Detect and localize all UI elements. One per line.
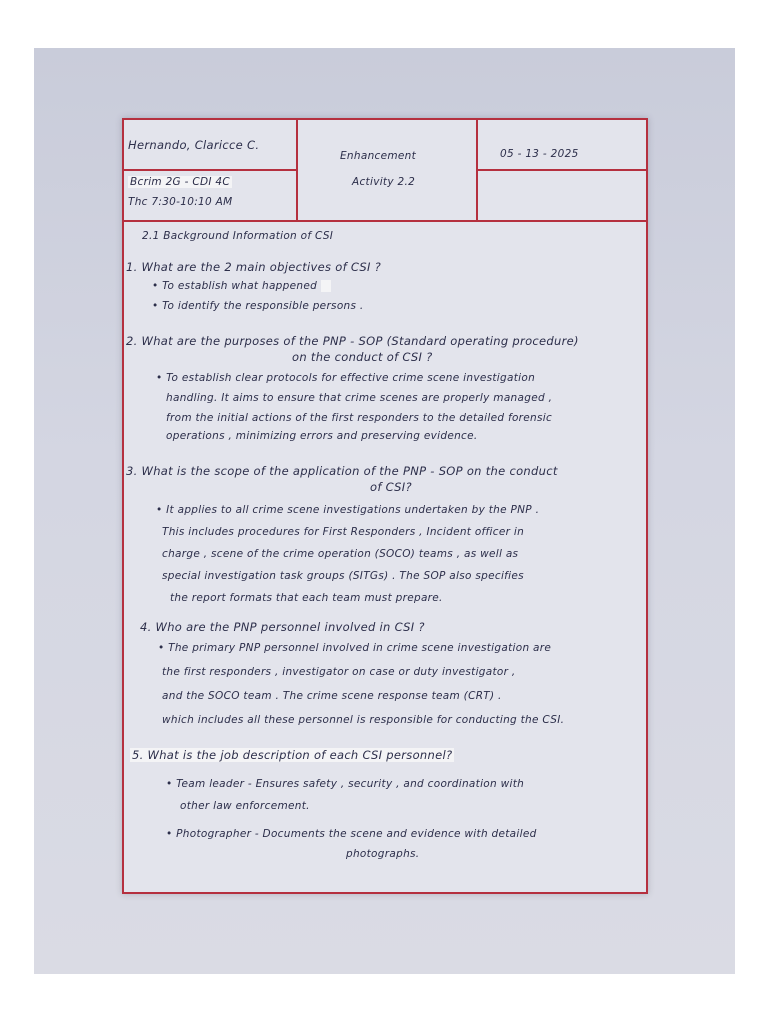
header-bottom-line: [122, 220, 648, 222]
answer-4-line-1: • The primary PNP personnel involved in crime scene investigation are: [158, 642, 552, 654]
answer-4-line-4: which includes all these personnel is responsible for conducting the CSI.: [162, 714, 565, 726]
answer-2-line-3: from the initial actions of the first responders to the detailed forensic: [166, 412, 553, 424]
worksheet-page: [122, 118, 648, 894]
student-section: Bcrim 2G - CDI 4C: [130, 176, 231, 188]
answer-5-line-2: other law enforcement.: [180, 800, 310, 812]
answer-1-line-1: • To establish what happened: [152, 280, 331, 292]
answer-3-line-1: • It applies to all crime scene investigations undertaken by the PNP .: [156, 504, 540, 516]
question-3-line-1: 3. What is the scope of the application of the PNP - SOP on the conduct: [126, 464, 558, 478]
answer-2-line-2: handling. It aims to ensure that crime scenes are properly managed ,: [166, 392, 553, 404]
question-5: 5. What is the job description of each CSI personnel?: [132, 748, 453, 762]
answer-3-line-4: special investigation task groups (SITGs) . The SOP also specifies: [162, 570, 524, 582]
answer-3-line-3: charge , scene of the crime operation (SOCO) teams , as well as: [162, 548, 519, 560]
question-4: 4. Who are the PNP personnel involved in CSI ?: [140, 620, 425, 634]
header-col-line-1: [296, 118, 298, 222]
answer-4-line-2: the first responders , investigator on case or duty investigator ,: [162, 666, 516, 678]
answer-3-line-5: the report formats that each team must prepare.: [170, 592, 443, 604]
answer-3-line-2: This includes procedures for First Responders , Incident officer in: [162, 526, 525, 538]
section-title: 2.1 Background Information of CSI: [142, 230, 334, 242]
answer-5-line-1: • Team leader - Ensures safety , security , and coordination with: [166, 778, 525, 790]
answer-4-line-3: and the SOCO team . The crime scene response team (CRT) .: [162, 690, 502, 702]
answer-5-line-4: photographs.: [346, 848, 420, 860]
answer-2-line-1: • To establish clear protocols for effective crime scene investigation: [156, 372, 536, 384]
header-divider-right: [476, 169, 648, 171]
answer-1-line-2: • To identify the responsible persons .: [152, 300, 364, 312]
question-2-line-1: 2. What are the purposes of the PNP - SOP (Standard operating procedure): [126, 334, 579, 348]
student-name: Hernando, Claricce C.: [128, 138, 260, 152]
question-3-line-2: of CSI?: [370, 480, 412, 494]
answer-2-line-4: operations , minimizing errors and preserving evidence.: [166, 430, 478, 442]
header-col-line-2: [476, 118, 478, 222]
class-schedule: Thc 7:30-10:10 AM: [128, 196, 233, 208]
question-2-line-2: on the conduct of CSI ?: [292, 350, 433, 364]
activity-label: Activity 2.2: [352, 176, 416, 188]
header-divider-left: [122, 169, 296, 171]
answer-5-line-3: • Photographer - Documents the scene and evidence with detailed: [166, 828, 537, 840]
subject-label: Enhancement: [340, 150, 417, 162]
activity-date: 05 - 13 - 2025: [500, 148, 579, 160]
question-1: 1. What are the 2 main objectives of CSI ?: [126, 260, 382, 274]
